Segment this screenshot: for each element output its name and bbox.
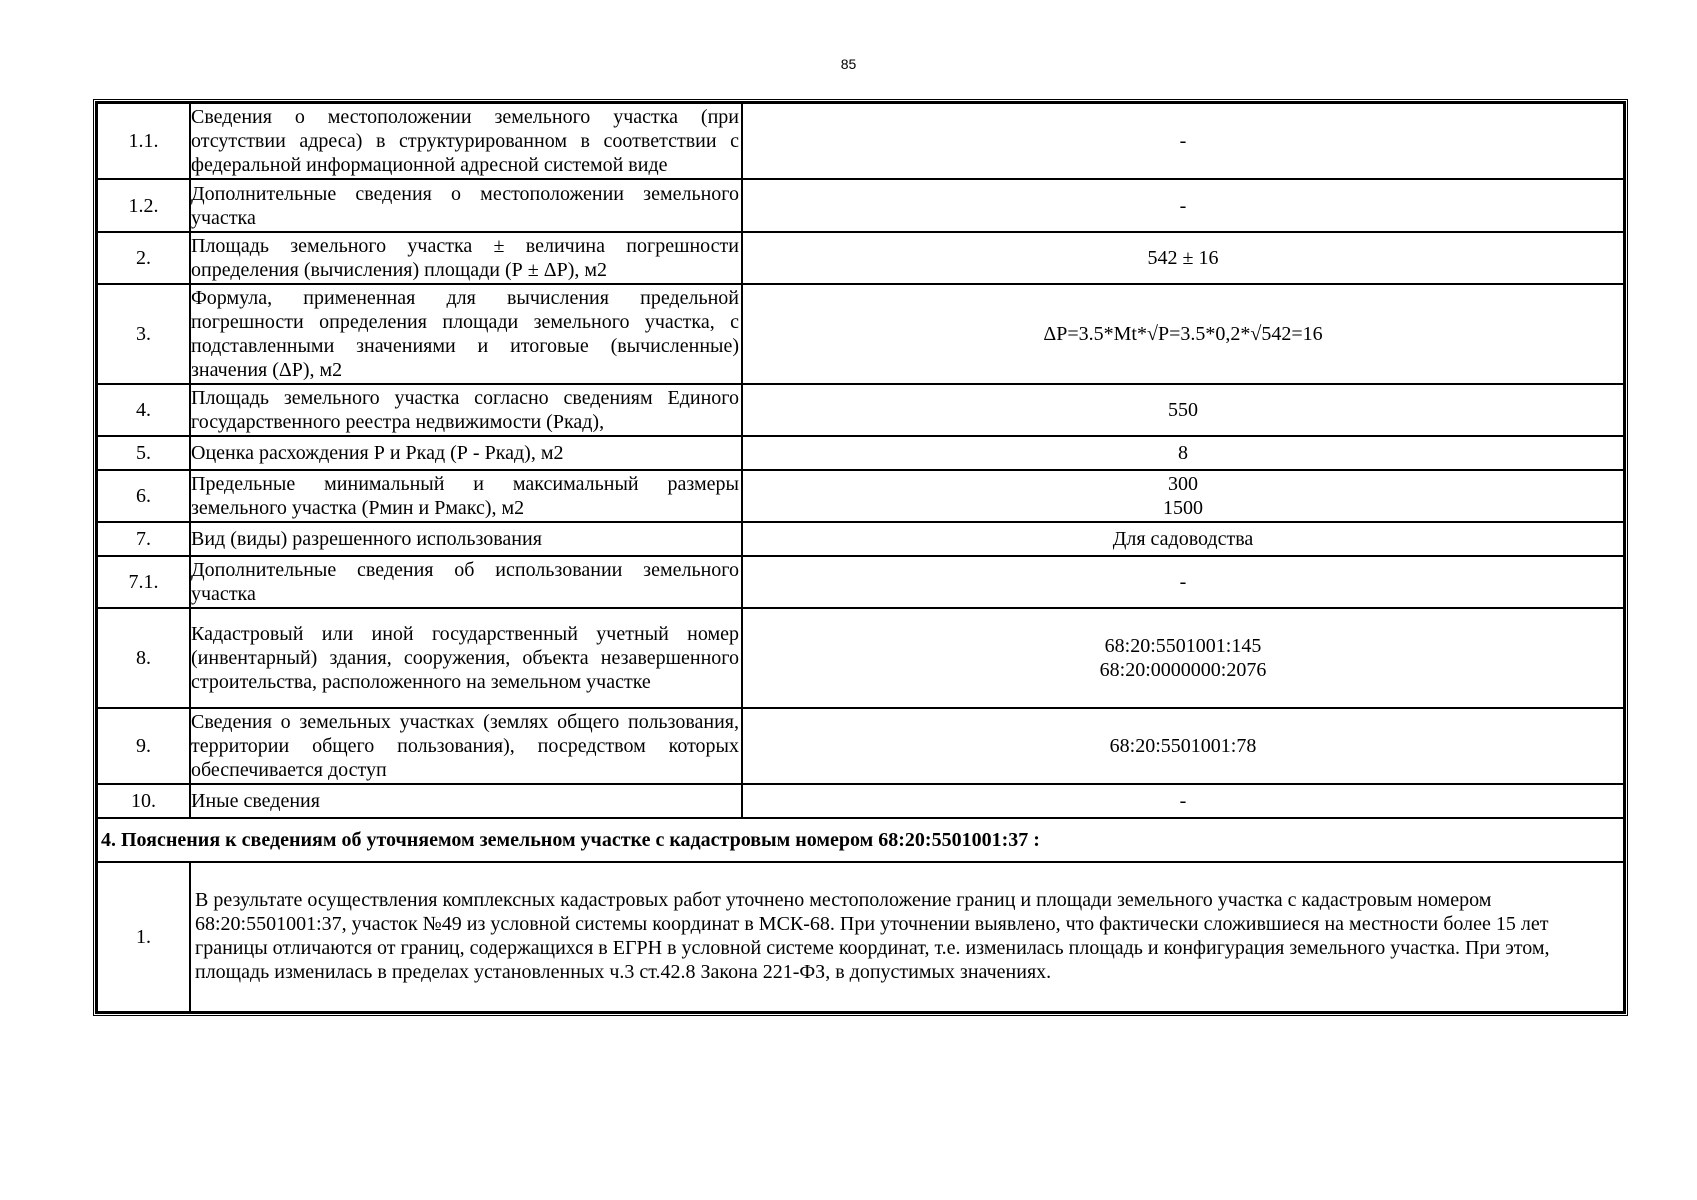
table-row xyxy=(97,708,1624,784)
row-label: Формула, примененная для вычисления предельной погрешности определения площади земельного участка, с подставленными значениями и итоговые (вычисленные) значения (ΔР), м2 xyxy=(190,284,742,384)
table-row xyxy=(97,284,1624,384)
section-heading: 4. Пояснения к сведениям об уточняемом земельном участке с кадастровым номером 68:20:5501001:37 : xyxy=(97,818,1624,862)
row-number: 3. xyxy=(97,284,190,384)
table-row xyxy=(97,784,1624,818)
row-number: 4. xyxy=(97,384,190,436)
row-label: Площадь земельного участка согласно сведениям Единого государственного реестра недвижимости (Ркад), xyxy=(190,384,742,436)
row-label: Дополнительные сведения о местоположении земельного участка xyxy=(190,179,742,232)
row-value: - xyxy=(742,556,1624,608)
row-value: 8 xyxy=(742,436,1624,470)
row-number: 7.1. xyxy=(97,556,190,608)
row-number: 9. xyxy=(97,708,190,784)
table-row xyxy=(97,436,1624,470)
row-label: Дополнительные сведения об использовании земельного участка xyxy=(190,556,742,608)
row-number: 10. xyxy=(97,784,190,818)
row-value: 550 xyxy=(742,384,1624,436)
row-number: 7. xyxy=(97,522,190,556)
row-number: 6. xyxy=(97,470,190,522)
row-value: 68:20:5501001:145 68:20:0000000:2076 xyxy=(742,608,1624,708)
table-row xyxy=(97,556,1624,608)
row-value: Для садоводства xyxy=(742,522,1624,556)
table-row xyxy=(97,608,1624,708)
info-table xyxy=(96,102,1625,1013)
row-number: 8. xyxy=(97,608,190,708)
page-number: 85 xyxy=(840,56,857,72)
note-row xyxy=(97,862,1624,1012)
row-value: - xyxy=(742,103,1624,179)
row-number: 5. xyxy=(97,436,190,470)
table-row xyxy=(97,470,1624,522)
table-row xyxy=(97,179,1624,232)
table-row xyxy=(97,103,1624,179)
table-row xyxy=(97,232,1624,284)
row-number: 2. xyxy=(97,232,190,284)
row-value: - xyxy=(742,784,1624,818)
row-value: 300 1500 xyxy=(742,470,1624,522)
row-label: Предельные минимальный и максимальный размеры земельного участка (Рмин и Рмакс), м2 xyxy=(190,470,742,522)
row-label: Сведения о земельных участках (землях общего пользования, территории общего пользования), посредством которых обеспечивается доступ xyxy=(190,708,742,784)
row-value: 542 ± 16 xyxy=(742,232,1624,284)
row-label: Площадь земельного участка ± величина погрешности определения (вычисления) площади (Р ± ΔР), м2 xyxy=(190,232,742,284)
row-label: Иные сведения xyxy=(190,784,742,818)
row-number: 1.2. xyxy=(97,179,190,232)
row-label: Вид (виды) разрешенного использования xyxy=(190,522,742,556)
section-heading-row xyxy=(97,818,1624,862)
info-table-frame xyxy=(95,101,1626,1014)
table-row xyxy=(97,384,1624,436)
note-text: В результате осуществления комплексных кадастровых работ уточнено местоположение границ и площади земельного участка с кадастровым номером 68:20:5501001:37, участок №49 из условной системы координат в МСК-68. При уточнении выявлено, что фактически сложившиеся на местности более 15 лет границы отличаются от границ, содержащихся в ЕГРН в условной системе координат, т.е. изменилась площадь и конфигурация земельного участка. При этом, площадь изменилась в пределах установленных ч.3 ст.42.8 Закона 221-ФЗ, в допустимых значениях. xyxy=(190,862,1624,1012)
table-row xyxy=(97,522,1624,556)
row-value: - xyxy=(742,179,1624,232)
row-value: 68:20:5501001:78 xyxy=(742,708,1624,784)
row-label: Кадастровый или иной государственный учетный номер (инвентарный) здания, сооружения, объекта незавершенного строительства, расположенного на земельном участке xyxy=(190,608,742,708)
row-label: Сведения о местоположении земельного участка (при отсутствии адреса) в структурированном в соответствии с федеральной информационной адресной системой виде xyxy=(190,103,742,179)
row-value: ΔP=3.5*Mt*√P=3.5*0,2*√542=16 xyxy=(742,284,1624,384)
note-number: 1. xyxy=(97,862,190,1012)
row-label: Оценка расхождения Р и Ркад (Р - Ркад), м2 xyxy=(190,436,742,470)
row-number: 1.1. xyxy=(97,103,190,179)
